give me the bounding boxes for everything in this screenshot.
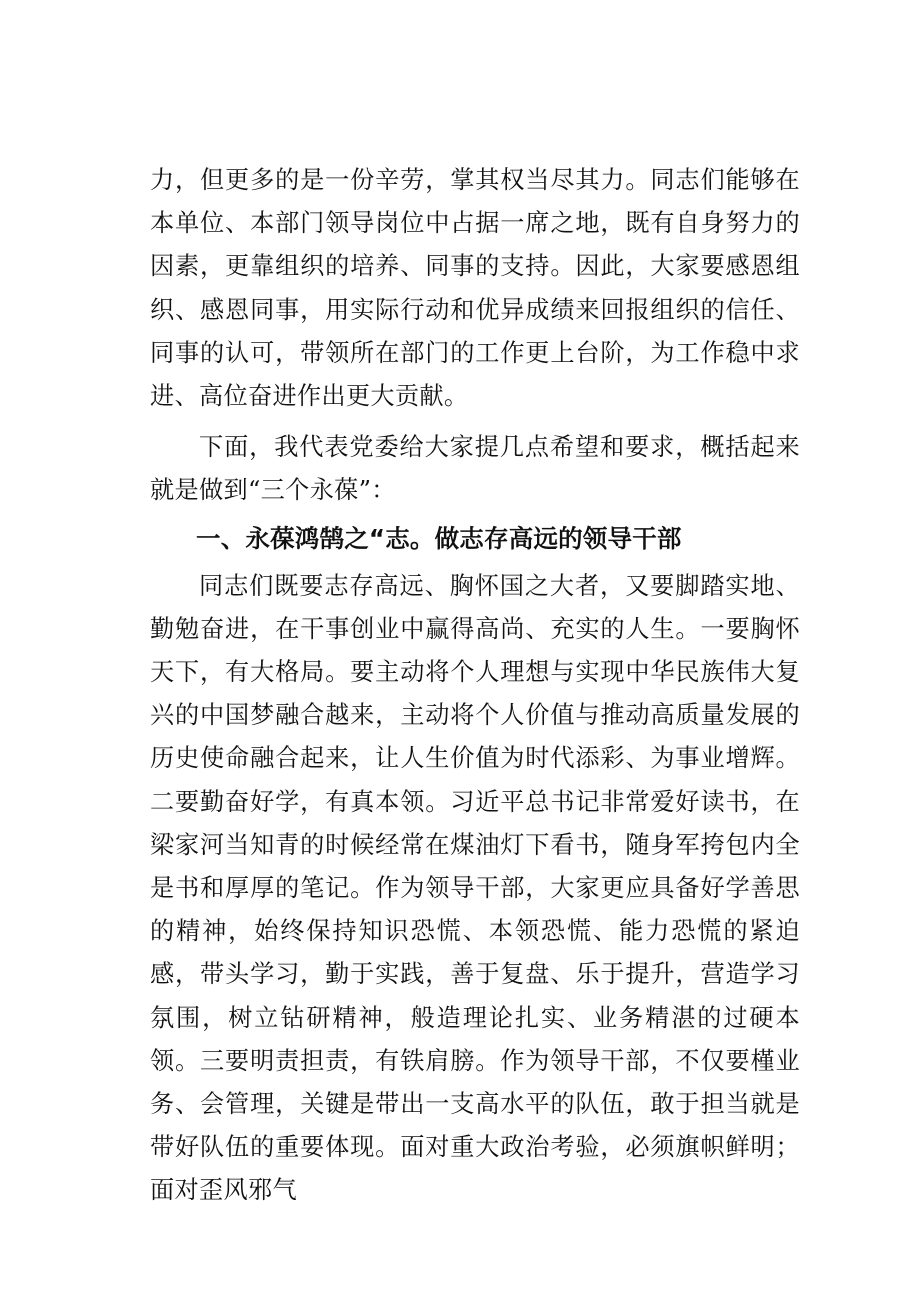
document-body: [150, 159, 800, 1213]
paragraph-continuation: 力，但更多的是一份辛劳，掌其权当尽其力。同志们能够在本单位、本部门领导岗位中占据一席之地，既有自身努力的因素，更靠组织的培养、同事的支持。因此，大家要感恩组织、感恩同事，用实际行动和优异成绩来回报组织的信任、同事的认可，带领所在部门的工作更上台阶，为工作稳中求进、高位奋进作出更大贡献。: [150, 166, 800, 411]
section-heading: 一、永葆鸿鹄之“志。做志存高远的领导干部: [196, 523, 682, 553]
paragraph-intro: 下面，我代表党委给大家提几点希望和要求，概括起来就是做到“三个永葆”：: [150, 433, 800, 505]
paragraph-section-body: 同志们既要志存高远、胸怀国之大者，又要脚踏实地、勤勉奋进，在干事创业中赢得高尚、充实的人生。一要胸怀天下，有大格局。要主动将个人理想与实现中华民族伟大复兴的中国梦融合越来，主动将个人价值与推动高质量发展的历史使命融合起来，让人生价值为时代添彩、为事业增辉。二要勤奋好学，有真本领。习近平总书记非常爱好读书，在梁家河当知青的时候经常在煤油灯下看书，随身军挎包内全是书和厚厚的笔记。作为领导干部，大家更应具备好学善思的精神，始终保持知识恐慌、本领恐慌、能力恐慌的紧迫感，带头学习，勤于实践，善于复盘、乐于提升，营造学习氛围，树立钻研精神，般造理论扎实、业务精湛的过硬本领。三要明责担责，有铁肩膀。作为领导干部，不仅要槿业务、会管理，关键是带出一支高水平的队伍，敢于担当就是带好队伍的重要体现。面对重大政治考验，必须旗帜鲜明；面对歪风邪气: [150, 571, 800, 1205]
